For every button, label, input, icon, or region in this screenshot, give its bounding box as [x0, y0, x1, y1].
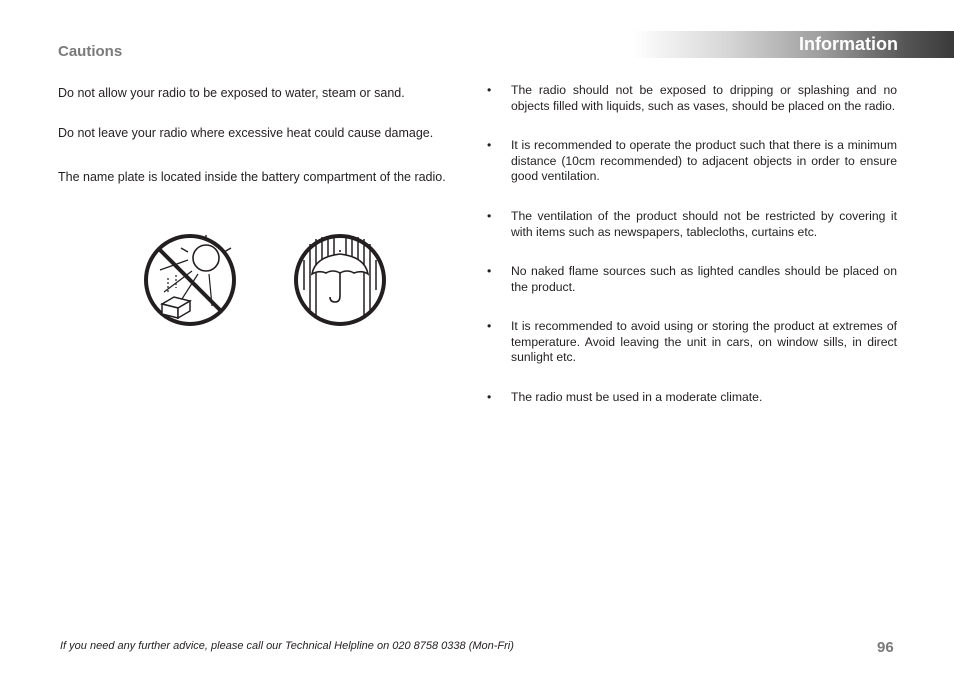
footer-helpline-note: If you need any further advice, please call our Technical Helpline on 020 8758 0338 (Mon-Fri) — [60, 640, 514, 652]
umbrella-rain-icon — [290, 230, 390, 330]
list-item-text: No naked flame sources such as lighted candles should be placed on the product. — [511, 264, 897, 294]
page-number: 96 — [877, 639, 894, 656]
bullet-dot: • — [487, 138, 492, 152]
list-item-text: It is recommended to avoid using or storing the product at extremes of temperature. Avoid leaving the unit in cars, on window sills, in direct sunlight etc. — [511, 319, 897, 365]
cautions-heading: Cautions — [58, 43, 123, 60]
list-item-text: The radio must be used in a moderate climate. — [511, 390, 763, 404]
caution-paragraph: Do not allow your radio to be exposed to water, steam or sand. — [58, 86, 405, 100]
list-item-text: The ventilation of the product should not be restricted by covering it with items such as newspapers, tablecloths, curtains etc. — [511, 209, 897, 239]
bullet-dot: • — [487, 209, 492, 223]
bullet-dot: • — [487, 319, 492, 333]
caution-paragraph: The name plate is located inside the battery compartment of the radio. — [58, 170, 446, 184]
list-item-text: The radio should not be exposed to dripping or splashing and no objects filled with liquids, such as vases, should be placed on the radio. — [511, 83, 897, 113]
bullet-dot: • — [487, 390, 492, 404]
caution-paragraph: Do not leave your radio where excessive heat could cause damage. — [58, 126, 434, 140]
bullet-dot: • — [487, 83, 492, 97]
header-bar — [632, 31, 954, 58]
caution-icons — [140, 230, 390, 330]
no-sun-heat-icon — [140, 230, 240, 330]
list-item-text: It is recommended to operate the product such that there is a minimum distance (10cm recommended) to adjacent objects in order to ensure good ventilation. — [511, 138, 897, 184]
page-title: Information — [799, 34, 898, 54]
bullet-dot: • — [487, 264, 492, 278]
